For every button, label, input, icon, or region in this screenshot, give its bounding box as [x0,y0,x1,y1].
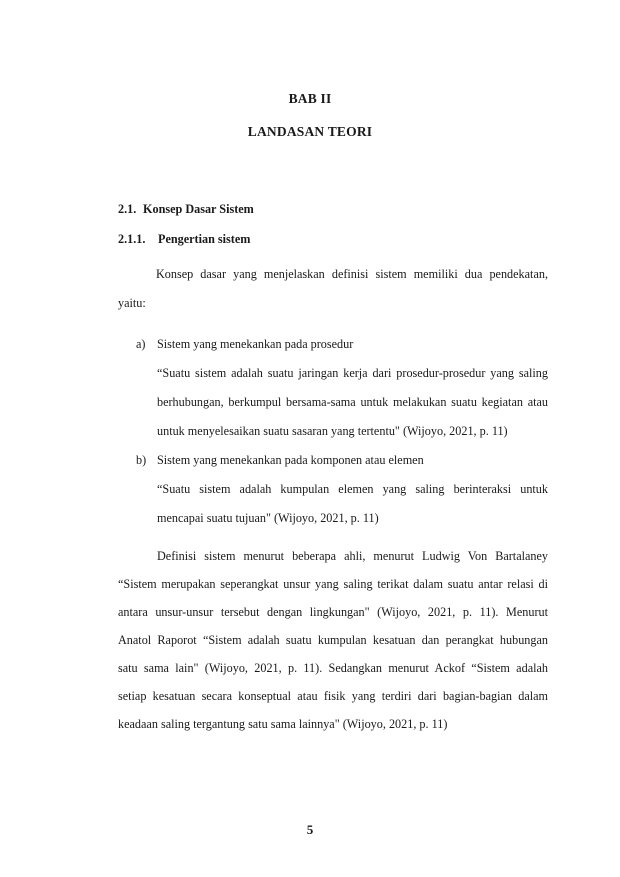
page-number: 5 [306,822,314,837]
section-title: Konsep Dasar Sistem [143,202,254,216]
intro-line-1: Konsep dasar yang menjelaskan definisi sistem memiliki dua pendekatan, [156,267,548,281]
subsection-number: 2.1.1. [118,232,146,246]
quote-a-line-2: berhubungan, berkumpul bersama-sama untuk melakukan suatu kegiatan atau [157,395,548,409]
subsection-title: Pengertian sistem [158,232,251,246]
paragraph-line-3: antara unsur-unsur tersebut dengan lingkungan" (Wijoyo, 2021, p. 11). Menurut [118,605,548,619]
list-heading-a: Sistem yang menekankan pada prosedur [157,337,354,351]
quote-b-line-1: “Suatu sistem adalah kumpulan elemen yang saling berinteraksi untuk [157,482,548,496]
list-marker-b: b) [136,453,147,467]
section-number: 2.1. [118,202,137,216]
paragraph-line-6: setiap kesatuan secara konseptual atau fisik yang terdiri dari bagian-bagian dalam [118,689,548,703]
paragraph-line-7: keadaan saling tergantung satu sama lainnya" (Wijoyo, 2021, p. 11) [118,717,448,731]
intro-line-2: yaitu: [118,296,146,310]
chapter-title: LANDASAN TEORI [247,124,373,139]
paragraph-line-5: satu sama lain" (Wijoyo, 2021, p. 11). Sedangkan menurut Ackof “Sistem adalah [118,661,548,675]
quote-a-line-1: “Suatu sistem adalah suatu jaringan kerja dari prosedur-prosedur yang saling [157,366,548,380]
quote-b-line-2: mencapai suatu tujuan" (Wijoyo, 2021, p. 11) [157,511,379,525]
paragraph-line-4: Anatol Raporot “Sistem adalah suatu kumpulan kesatuan dan perangkat hubungan [118,633,548,647]
paragraph-line-2: “Sistem merupakan seperangkat unsur yang saling terikat dalam suatu antar relasi di [118,577,548,591]
paragraph-line-1: Definisi sistem menurut beberapa ahli, menurut Ludwig Von Bartalaney [157,549,548,563]
list-heading-b: Sistem yang menekankan pada komponen atau elemen [157,453,424,467]
list-marker-a: a) [136,337,146,351]
quote-a-line-3: untuk menyelesaikan suatu sasaran yang tertentu" (Wijoyo, 2021, p. 11) [157,424,508,438]
chapter-number: BAB II [288,91,332,106]
